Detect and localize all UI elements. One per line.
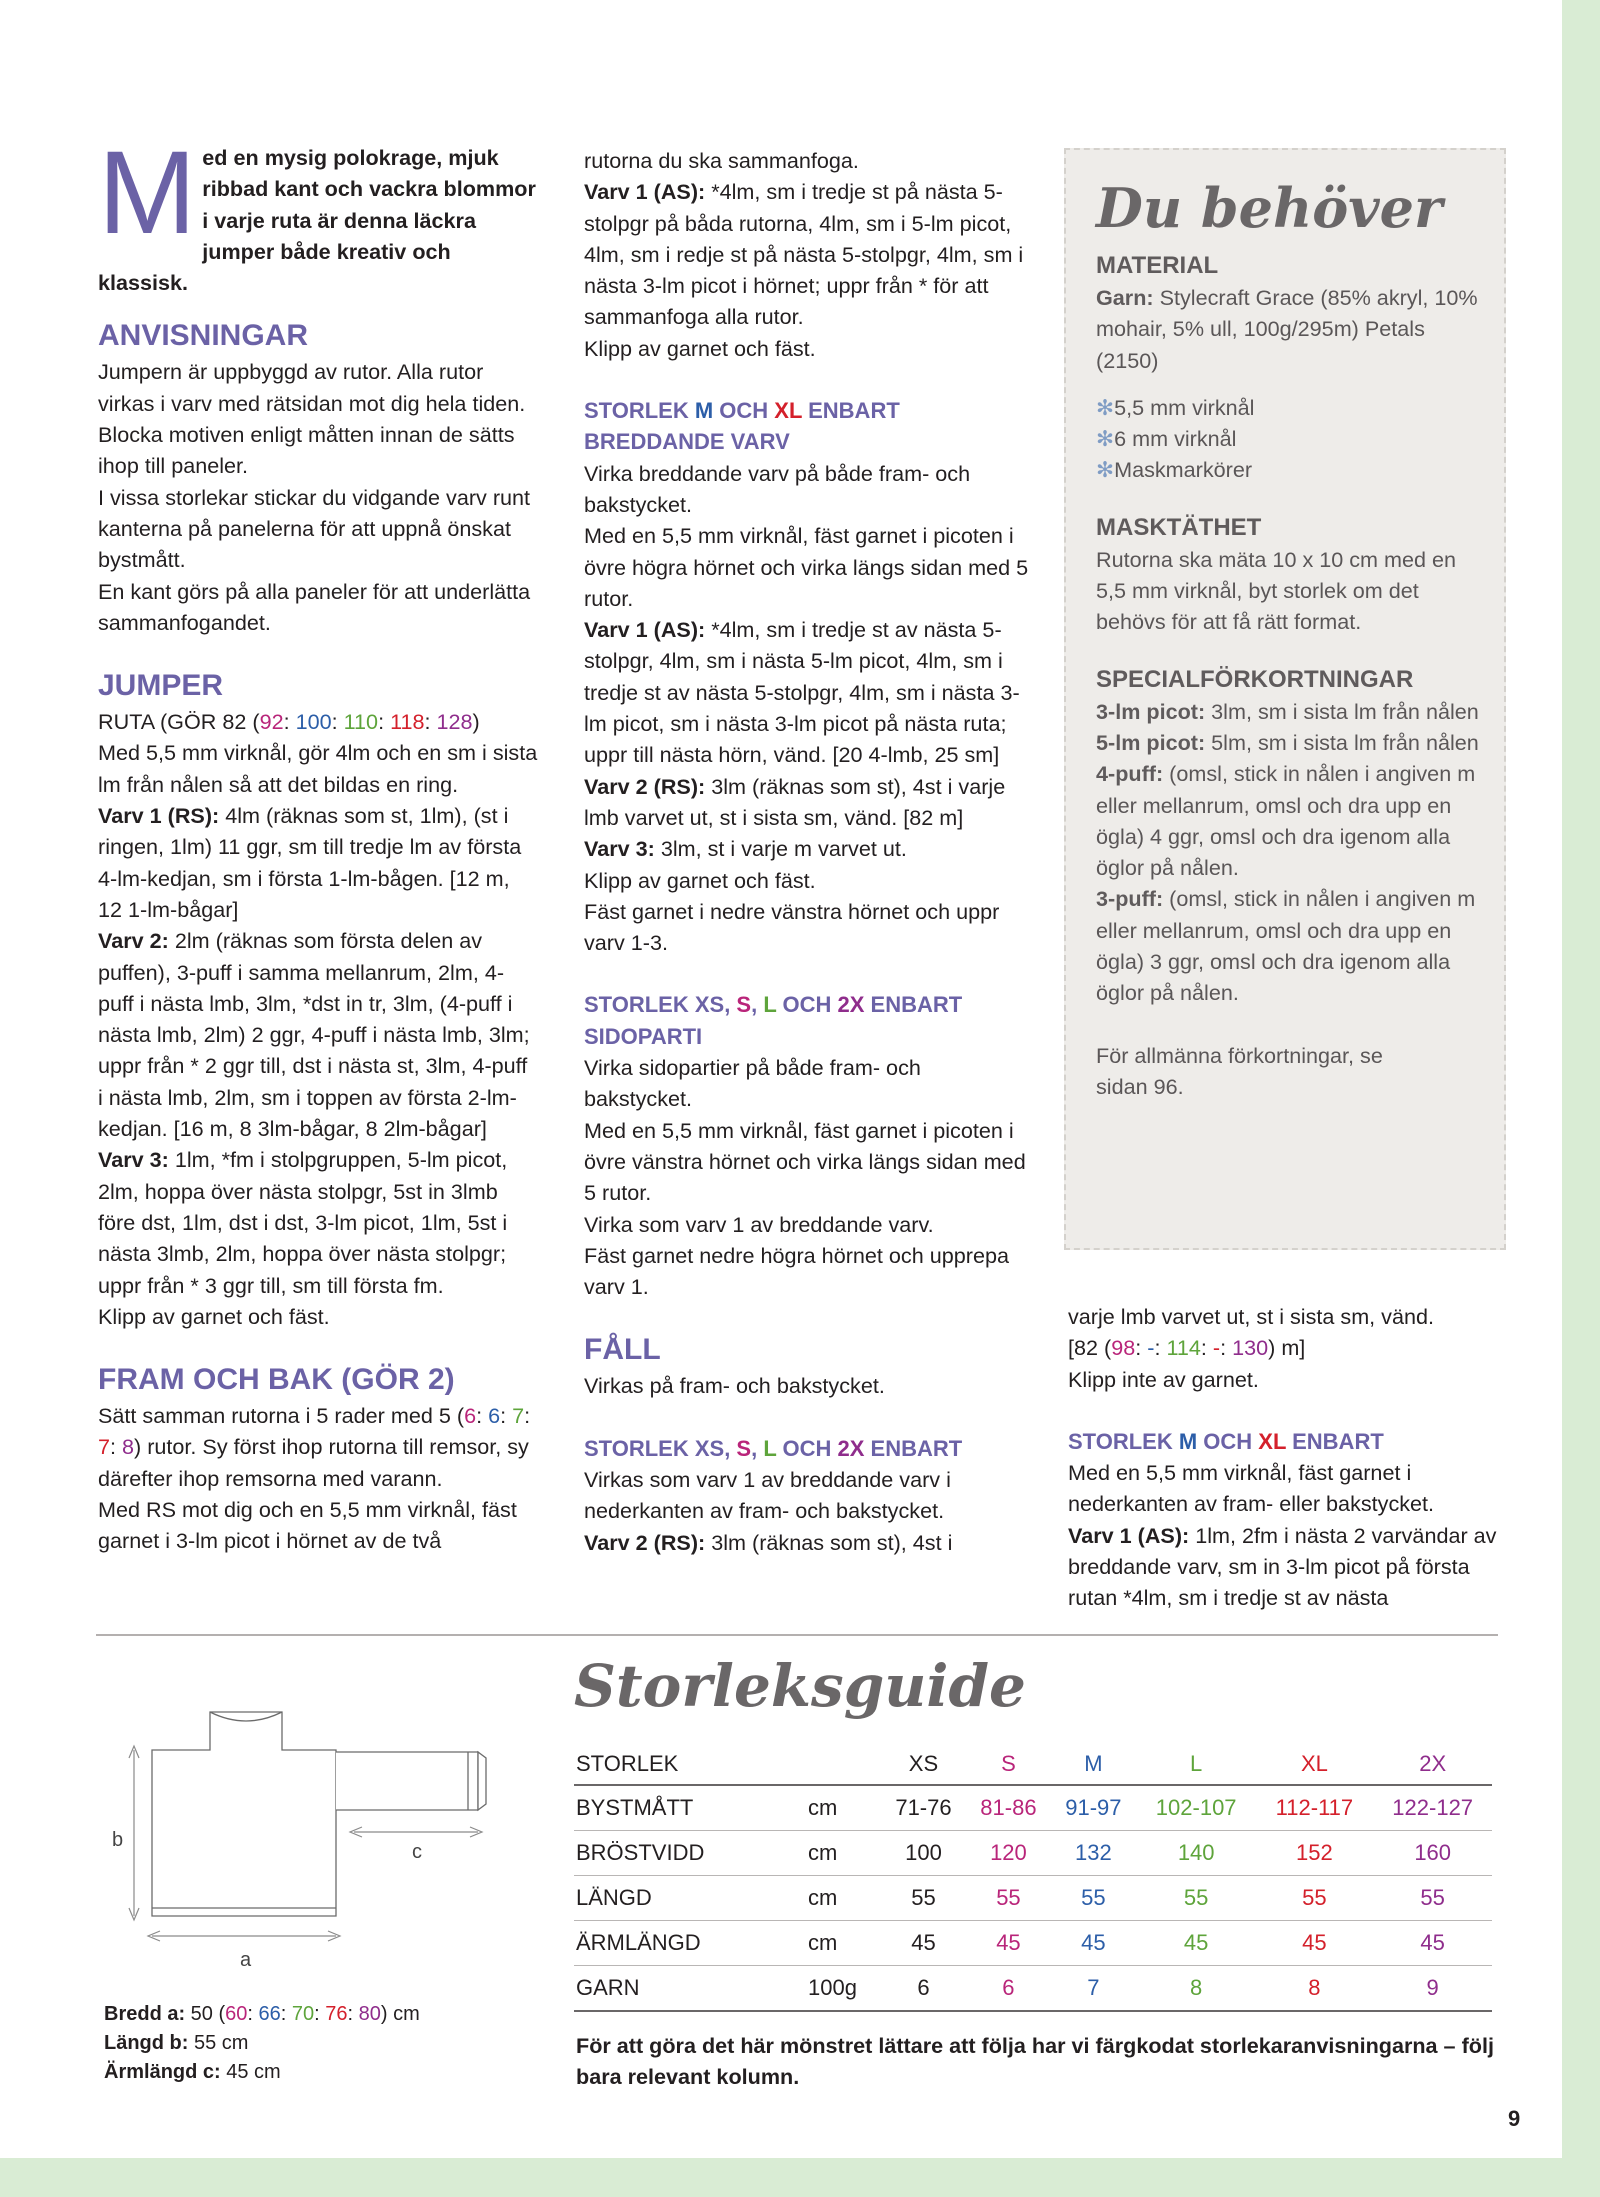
column-1 bbox=[98, 127, 538, 1557]
col2-end2: Klipp av garnet och fäst. bbox=[584, 867, 816, 893]
asterisk-icon: ✻ bbox=[1096, 426, 1115, 452]
box-title: Du behöver bbox=[1096, 176, 1443, 240]
dimension-a-label: a bbox=[240, 1949, 252, 1971]
header-cell-xl: XL bbox=[1255, 1744, 1371, 1785]
heading-fall: FÅLL bbox=[584, 1333, 661, 1367]
dimension-c-label: c bbox=[412, 1841, 422, 1863]
section-divider bbox=[96, 1634, 1498, 1636]
col2-b2: Med en 5,5 mm virknål, fäst garnet i picoten i övre högra hörnet och virka längs sidan med 5 rutor. bbox=[584, 523, 1029, 611]
jumper-diagram bbox=[104, 1700, 504, 1990]
heading-fram-och-bak: FRAM OCH BAK (GÖR 2) bbox=[98, 1363, 455, 1397]
header-cell bbox=[806, 1744, 880, 1785]
size-guide-table bbox=[574, 1744, 1492, 2012]
jumper-varv-1: Varv 1 (RS): 4lm (räknas som st, 1lm), (st i ringen, 1lm) 11 ggr, sm till tredje lm av första 4-lm-kedjan, sm i första 1-lm-bågen. [12 m, 12 1-lm-bågar] bbox=[98, 803, 522, 922]
tools-list bbox=[1096, 392, 1484, 486]
heading-storlek-m-xl: STORLEK M OCH XL ENBART BREDDANDE VARV bbox=[584, 398, 900, 455]
col3-p2: Med en 5,5 mm virknål, fäst garnet i nederkanten av fram- eller bakstycket. bbox=[1068, 1460, 1435, 1517]
legend-langd: Längd b: 55 cm bbox=[104, 2032, 249, 2054]
jumper-body-outline bbox=[152, 1712, 336, 1916]
col2-bv3: Varv 3: 3lm, st i varje m varvet ut. bbox=[584, 836, 907, 862]
table-row: BYSTMÅTT cm 71-76 81-86 91-97 102-107 112-117 122-127 bbox=[574, 1785, 1492, 1831]
col2-s1: Virka sidopartier på både fram- och bakstycket. bbox=[584, 1055, 921, 1112]
table-row: BRÖSTVIDD cm 100 120 132 140 152 160 bbox=[574, 1831, 1492, 1876]
intro-paragraph: Med en mysig polokrage, mjuk ribbad kant och vackra blommor i varje ruta är denna läckra jumper både kreativ och klassisk. bbox=[98, 127, 536, 296]
col3-varv-1: Varv 1 (AS): 1lm, 2fm i nästa 2 varvändar av breddande varv, sm in 3-lm picot på första rutan *4lm, sm i tredje st av nästa bbox=[1068, 1522, 1497, 1611]
anvisningar-p1: Jumpern är uppbyggd av rutor. Alla rutor virkas i varv med rätsidan mot dig hela tiden. Blocka motiven enligt måtten innan de sätts ihop till paneler. bbox=[98, 359, 526, 479]
abbr-4-puff: 4-puff: (omsl, stick in nålen i angiven m eller mellanrum, omsl och dra upp en ögla) 4 ggr, omsl och dra igenom alla öglor på nålen. bbox=[1096, 761, 1476, 881]
legend-bredd: Bredd a: 50 (60: 66: 70: 76: 80) cm bbox=[104, 2003, 420, 2025]
col2-s2: Med en 5,5 mm virknål, fäst garnet i picoten i övre vänstra hörnet och virka längs sidan med 5 rutor. bbox=[584, 1117, 1026, 1206]
col2-f2: Virkas som varv 1 av breddande varv i nederkanten av fram- och bakstycket. bbox=[584, 1466, 951, 1524]
tool-item: ✻5,5 mm virknål bbox=[1096, 394, 1255, 420]
header-cell-l: L bbox=[1135, 1744, 1256, 1785]
asterisk-icon: ✻ bbox=[1096, 457, 1115, 483]
cuff-outline bbox=[478, 1752, 486, 1810]
header-cell-m: M bbox=[1050, 1744, 1135, 1785]
measurements-legend bbox=[104, 2000, 420, 2087]
header-cell: STORLEK bbox=[574, 1744, 806, 1785]
abbr-5lm-picot: 5-lm picot: 5lm, sm i sista lm från nålen bbox=[1096, 729, 1479, 755]
materials-box bbox=[1064, 148, 1506, 1250]
col2-end1: Klipp av garnet och fäst. bbox=[584, 335, 816, 361]
col2-s3: Virka som varv 1 av breddande varv. bbox=[584, 1211, 934, 1237]
drop-cap: M bbox=[98, 127, 197, 259]
special-heading: SPECIALFÖRKORTNINGAR bbox=[1096, 665, 1414, 693]
table-row: GARN 100g 6 6 7 8 8 9 bbox=[574, 1966, 1492, 2012]
anvisningar-p3: En kant görs på alla paneler för att underlätta sammanfogandet. bbox=[98, 578, 531, 635]
heading-storlek-xs-s-l-2x-fall: STORLEK XS, S, L OCH 2X ENBART bbox=[584, 1435, 963, 1461]
col2-b3: Fäst garnet i nedre vänstra hörnet och uppr varv 1-3. bbox=[584, 898, 1000, 956]
col2-bv1: Varv 1 (AS): *4lm, sm i tredje st av nästa 5-stolpgr, 4lm, sm i nästa 5-lm picot, 4lm, sm i tredje st av nästa 5-stolpgr, 4lm, sm i nästa 3-lm picot, sm i nästa 3-lm picot på nästa ruta; uppr till nästa hörn, vänd. [20 4-lmb, 25 sm] bbox=[584, 617, 1020, 768]
fram-p1: Sätt samman rutorna i 5 rader med 5 (6: 6: 7: 7: 8) rutor. Sy först ihop rutorna till remsor, sy därefter ihop remsorna med varann. bbox=[98, 1403, 531, 1491]
col2-p0: rutorna du ska sammanfoga. bbox=[584, 148, 859, 173]
jumper-varv-2: Varv 2: 2lm (räknas som första delen av puffen), 3-puff i samma mellanrum, 2lm, 4-puff i nästa lmb, 3lm, *dst in tr, 3lm, (4-puff i nästa lmb, 2lm) 2 ggr, 4-puff i nästa lmb, 3lm; uppr från * 2 ggr till, dst i nästa st, 3lm, 4-puff i nästa lmb, 2lm, sm i toppen av första 2-lm-kedjan. [16 m, 8 3lm-bågar, 8 2lm-bågar] bbox=[98, 928, 530, 1142]
heading-storlek-m-xl-col3: STORLEK M OCH XL ENBART bbox=[1068, 1428, 1384, 1454]
materials-box-content bbox=[1096, 176, 1484, 1102]
col2-fv2: Varv 2 (RS): 3lm (räknas som st), 4st i bbox=[584, 1529, 953, 1555]
size-guide-title: Storleksguide bbox=[574, 1652, 1026, 1720]
general-abbr-note: För allmänna förkortningar, se sidan 96. bbox=[1096, 1042, 1383, 1099]
header-cell-s: S bbox=[965, 1744, 1050, 1785]
heading-storlek-xs-s-l-2x: STORLEK XS, S, L OCH 2X ENBART SIDOPARTI bbox=[584, 992, 963, 1049]
legend-armlangd: Ärmlängd c: 45 cm bbox=[104, 2061, 281, 2083]
color-coding-note: För att göra det här mönstret lättare att följa har vi färgkodat storlekaranvisningarna – följ bara relevant kolumn. bbox=[576, 2033, 1494, 2090]
heading-jumper: JUMPER bbox=[98, 669, 224, 703]
asterisk-icon: ✻ bbox=[1096, 394, 1115, 420]
jumper-varv-3: Varv 3: 1lm, *fm i stolpgruppen, 5-lm picot, 2lm, hoppa över nästa stolpgr, 5st in 3lmb före dst, 1lm, dst i dst, 3-lm picot, 1lm, 5st i nästa 3lmb, 2lm, hoppa över nästa stolpgr; uppr från * 3 ggr till, sm till första fm. bbox=[98, 1147, 508, 1298]
sleeve-outline bbox=[336, 1752, 478, 1810]
column-3 bbox=[1068, 1301, 1508, 1614]
anvisningar-p2: I vissa storlekar stickar du vidgande varv runt kanterna på panelerna för att uppnå önskat bystmått. bbox=[98, 484, 531, 573]
col2-varv-1: Varv 1 (AS): *4lm, sm i tredje st på nästa 5-stolpgr på båda rutorna, 4lm, sm i 5-lm picot, 4lm, sm i redje st på nästa 5-stolpgr, 4lm, sm i nästa 3-lm picot i hörnet; uppr från * för att sammanfoga alla rutor. bbox=[584, 179, 1024, 330]
page-number: 9 bbox=[1508, 2106, 1521, 2131]
abbr-3lm-picot: 3-lm picot: 3lm, sm i sista lm från nålen bbox=[1096, 698, 1479, 724]
jumper-end: Klipp av garnet och fäst. bbox=[98, 1303, 330, 1329]
header-cell-xs: XS bbox=[880, 1744, 965, 1785]
col2-b1: Virka breddande varv på både fram- och bakstycket. bbox=[584, 460, 971, 517]
tool-item: ✻6 mm virknål bbox=[1096, 426, 1237, 452]
col2-bv2: Varv 2 (RS): 3lm (räknas som st), 4st i varje lmb varvet ut, st i sista sm, vänd. [82 m] bbox=[584, 773, 1006, 830]
jumper-p1: Med 5,5 mm virknål, gör 4lm och en sm i sista lm från nålen så att det bildas en ring. bbox=[98, 740, 538, 797]
masktathet-heading: MASKTÄTHET bbox=[1096, 513, 1262, 541]
fram-p2: Med RS mot dig och en 5,5 mm virknål, fäst garnet i 3-lm picot i hörnet av de två bbox=[98, 1496, 517, 1554]
abbr-3-puff: 3-puff: (omsl, stick in nålen i angiven m eller mellanrum, omsl och dra upp en ögla) 3 ggr, omsl och dra igenom alla öglor på nålen. bbox=[1096, 886, 1476, 1006]
tool-item: ✻Maskmarkörer bbox=[1096, 457, 1253, 483]
heading-anvisningar: ANVISNINGAR bbox=[98, 319, 309, 353]
header-cell-2x: 2X bbox=[1371, 1744, 1492, 1785]
column-2 bbox=[584, 145, 1030, 1558]
col3-p1: Klipp inte av garnet. bbox=[1068, 1366, 1259, 1392]
table-row: LÄNGD cm 55 55 55 55 55 55 bbox=[574, 1876, 1492, 1921]
masktathet-text: Rutorna ska mäta 10 x 10 cm med en 5,5 mm virknål, byt storlek om det behövs för att få rätt format. bbox=[1096, 546, 1457, 635]
ruta-line: RUTA (GÖR 82 (92: 100: 110: 118: 128) bbox=[98, 709, 480, 735]
table-row: ÄRMLÄNGD cm 45 45 45 45 45 45 bbox=[574, 1921, 1492, 1966]
col2-s4: Fäst garnet nedre högra hörnet och upprepa varv 1. bbox=[584, 1242, 1009, 1300]
table-header bbox=[574, 1744, 1492, 1785]
material-heading: MATERIAL bbox=[1096, 252, 1219, 279]
dimension-b-label: b bbox=[112, 1829, 124, 1851]
col2-f1: Virkas på fram- och bakstycket. bbox=[584, 1373, 885, 1399]
garn-line: Garn: Stylecraft Grace (85% akryl, 10% mohair, 5% ull, 100g/295m) Petals (2150) bbox=[1096, 285, 1478, 373]
col3-p0b: [82 (98: -: 114: -: 130) m] bbox=[1068, 1335, 1306, 1361]
col3-p0a: varje lmb varvet ut, st i sista sm, vänd. bbox=[1068, 1304, 1435, 1329]
